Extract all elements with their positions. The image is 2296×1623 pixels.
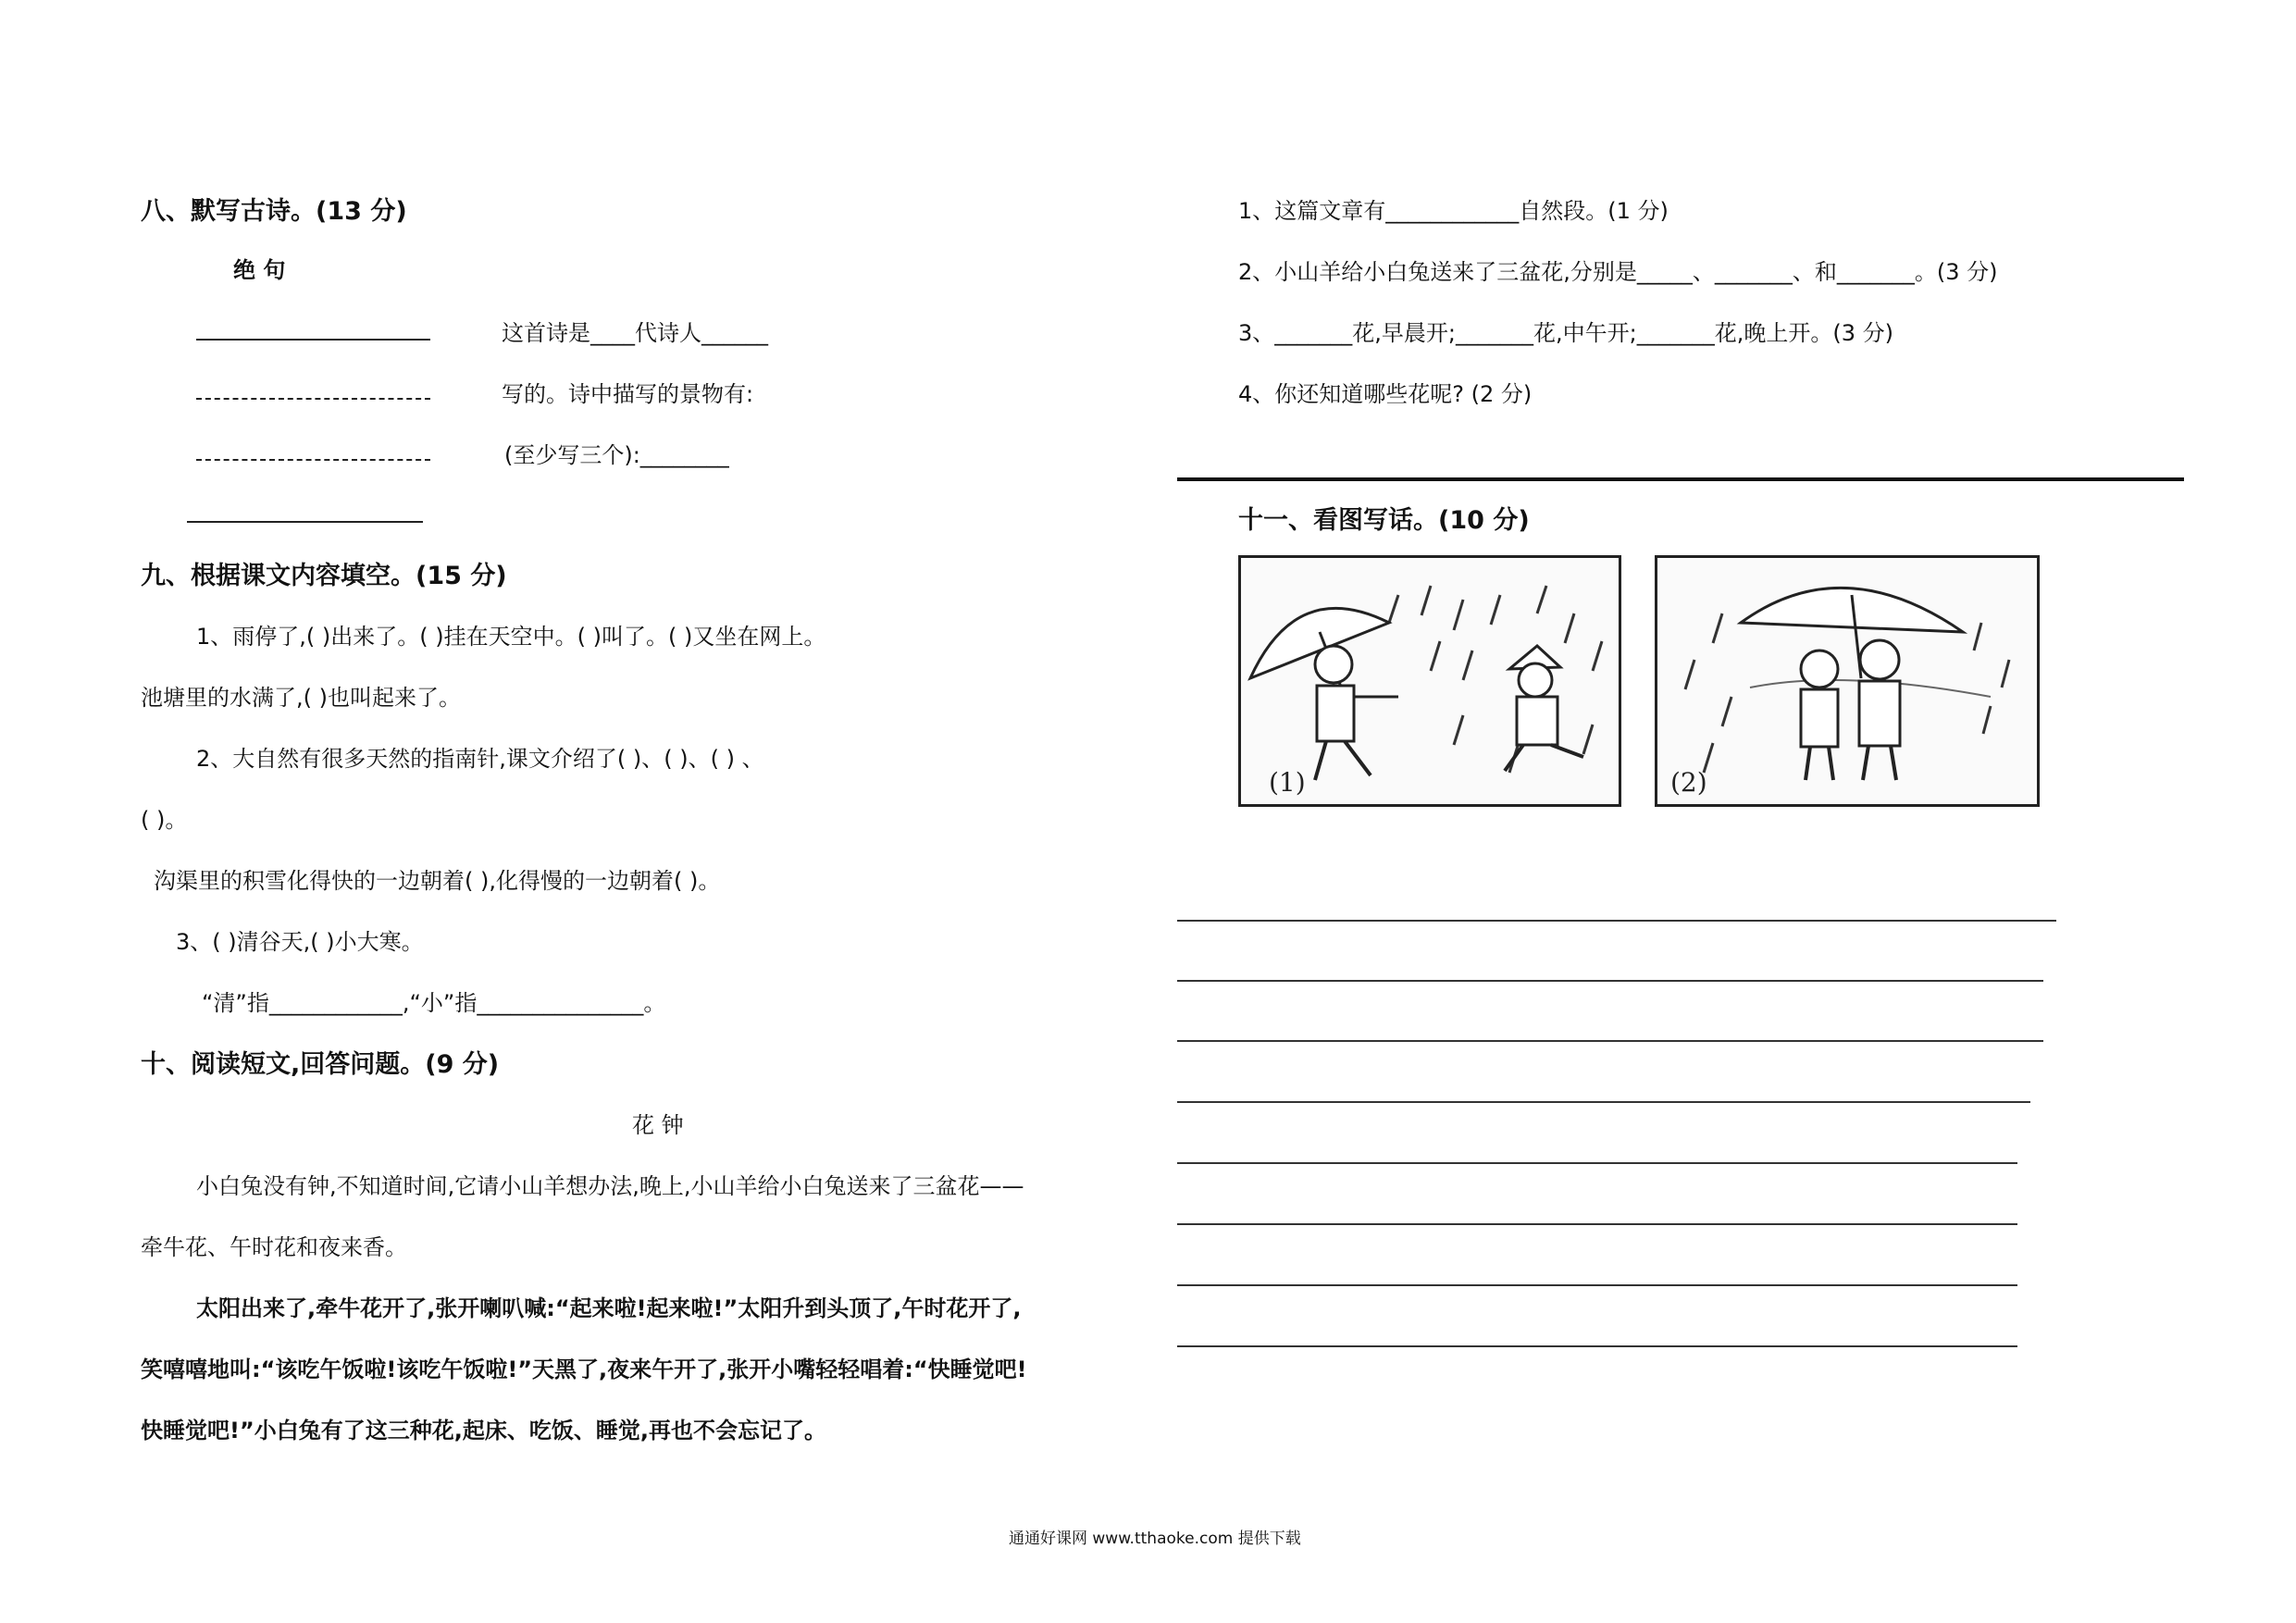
writing-line-4[interactable] (1177, 1101, 2030, 1103)
story-p2-line-b: 笑嘻嘻地叫:“该吃午饭啦!该吃午饭啦!”天黑了,夜来午开了,张开小嘴轻轻唱着:“快睡觉吧! (141, 1357, 1027, 1382)
poem-line-1[interactable] (196, 339, 430, 341)
s10-question-1: 1、这篇文章有____________自然段。(1 分) (1238, 198, 1669, 224)
picture-1-label: (1) (1269, 767, 1306, 798)
s9-q2-line-c: 沟渠里的积雪化得快的一边朝着( ),化得慢的一边朝着( )。 (154, 868, 721, 894)
section-8-heading: 八、默写古诗。(13 分) (141, 197, 407, 226)
picture-1-drawing (1241, 558, 1619, 804)
poem-note-2: 写的。诗中描写的景物有: (502, 381, 754, 407)
poem-line-3[interactable] (196, 459, 430, 461)
poem-title: 绝 句 (233, 257, 286, 283)
s9-q1-line-b: 池塘里的水满了,( )也叫起来了。 (141, 685, 461, 711)
story-p1-line-b: 牵牛花、午时花和夜来香。 (141, 1234, 407, 1260)
picture-1 (1238, 555, 1621, 807)
picture-2-drawing (1657, 558, 2037, 804)
story-title: 花 钟 (632, 1112, 684, 1138)
story-p1-line-a: 小白兔没有钟,不知道时间,它请小山羊想办法,晚上,小山羊给小白兔送来了三盆花—— (196, 1173, 1024, 1199)
s10-question-4: 4、你还知道哪些花呢? (2 分) (1238, 381, 1533, 407)
writing-line-1[interactable] (1177, 920, 2056, 922)
s9-q2-line-b: ( )。 (141, 807, 188, 833)
story-p2-line-c: 快睡觉吧!”小白兔有了这三种花,起床、吃饭、睡觉,再也不会忘记了。 (141, 1418, 826, 1443)
poem-note-3: (至少写三个):________ (504, 442, 729, 468)
s10-question-3: 3、_______花,早晨开;_______花,中午开;_______花,晚上开。(3 分) (1238, 320, 1893, 346)
s10-question-2: 2、小山羊给小白兔送来了三盆花,分别是_____、_______、和_______。(3 分) (1238, 259, 1998, 285)
writing-line-5[interactable] (1177, 1162, 2017, 1164)
writing-line-7[interactable] (1177, 1284, 2017, 1286)
writing-line-3[interactable] (1177, 1040, 2043, 1042)
s9-q1-line-a: 1、雨停了,( )出来了。( )挂在天空中。( )叫了。( )又坐在网上。 (196, 624, 826, 650)
poem-line-4[interactable] (187, 521, 423, 523)
writing-line-6[interactable] (1177, 1223, 2017, 1225)
writing-line-8[interactable] (1177, 1345, 2017, 1347)
section-11-heading: 十一、看图写话。(10 分) (1238, 506, 1530, 535)
section-9-heading: 九、根据课文内容填空。(15 分) (141, 562, 507, 590)
s9-q3-line-a: 3、( )清谷天,( )小大寒。 (176, 929, 424, 955)
poem-line-2[interactable] (196, 398, 430, 400)
s9-q2-line-a: 2、大自然有很多天然的指南针,课文介绍了( )、( )、( ) 、 (196, 746, 764, 772)
s9-q3-line-b: “清”指____________,“小”指_______________。 (202, 990, 666, 1016)
picture-2 (1655, 555, 2040, 807)
poem-note-1: 这首诗是____代诗人______ (502, 320, 768, 346)
footer-credit: 通通好课网 www.tthaoke.com 提供下载 (1009, 1530, 1301, 1548)
writing-line-2[interactable] (1177, 980, 2043, 982)
story-p2-line-a: 太阳出来了,牵牛花开了,张开喇叭喊:“起来啦!起来啦!”太阳升到头顶了,午时花开了, (196, 1295, 1022, 1321)
section-10-heading: 十、阅读短文,回答问题。(9 分) (141, 1050, 500, 1079)
section-divider (1177, 477, 2184, 481)
picture-2-label: (2) (1670, 767, 1707, 798)
